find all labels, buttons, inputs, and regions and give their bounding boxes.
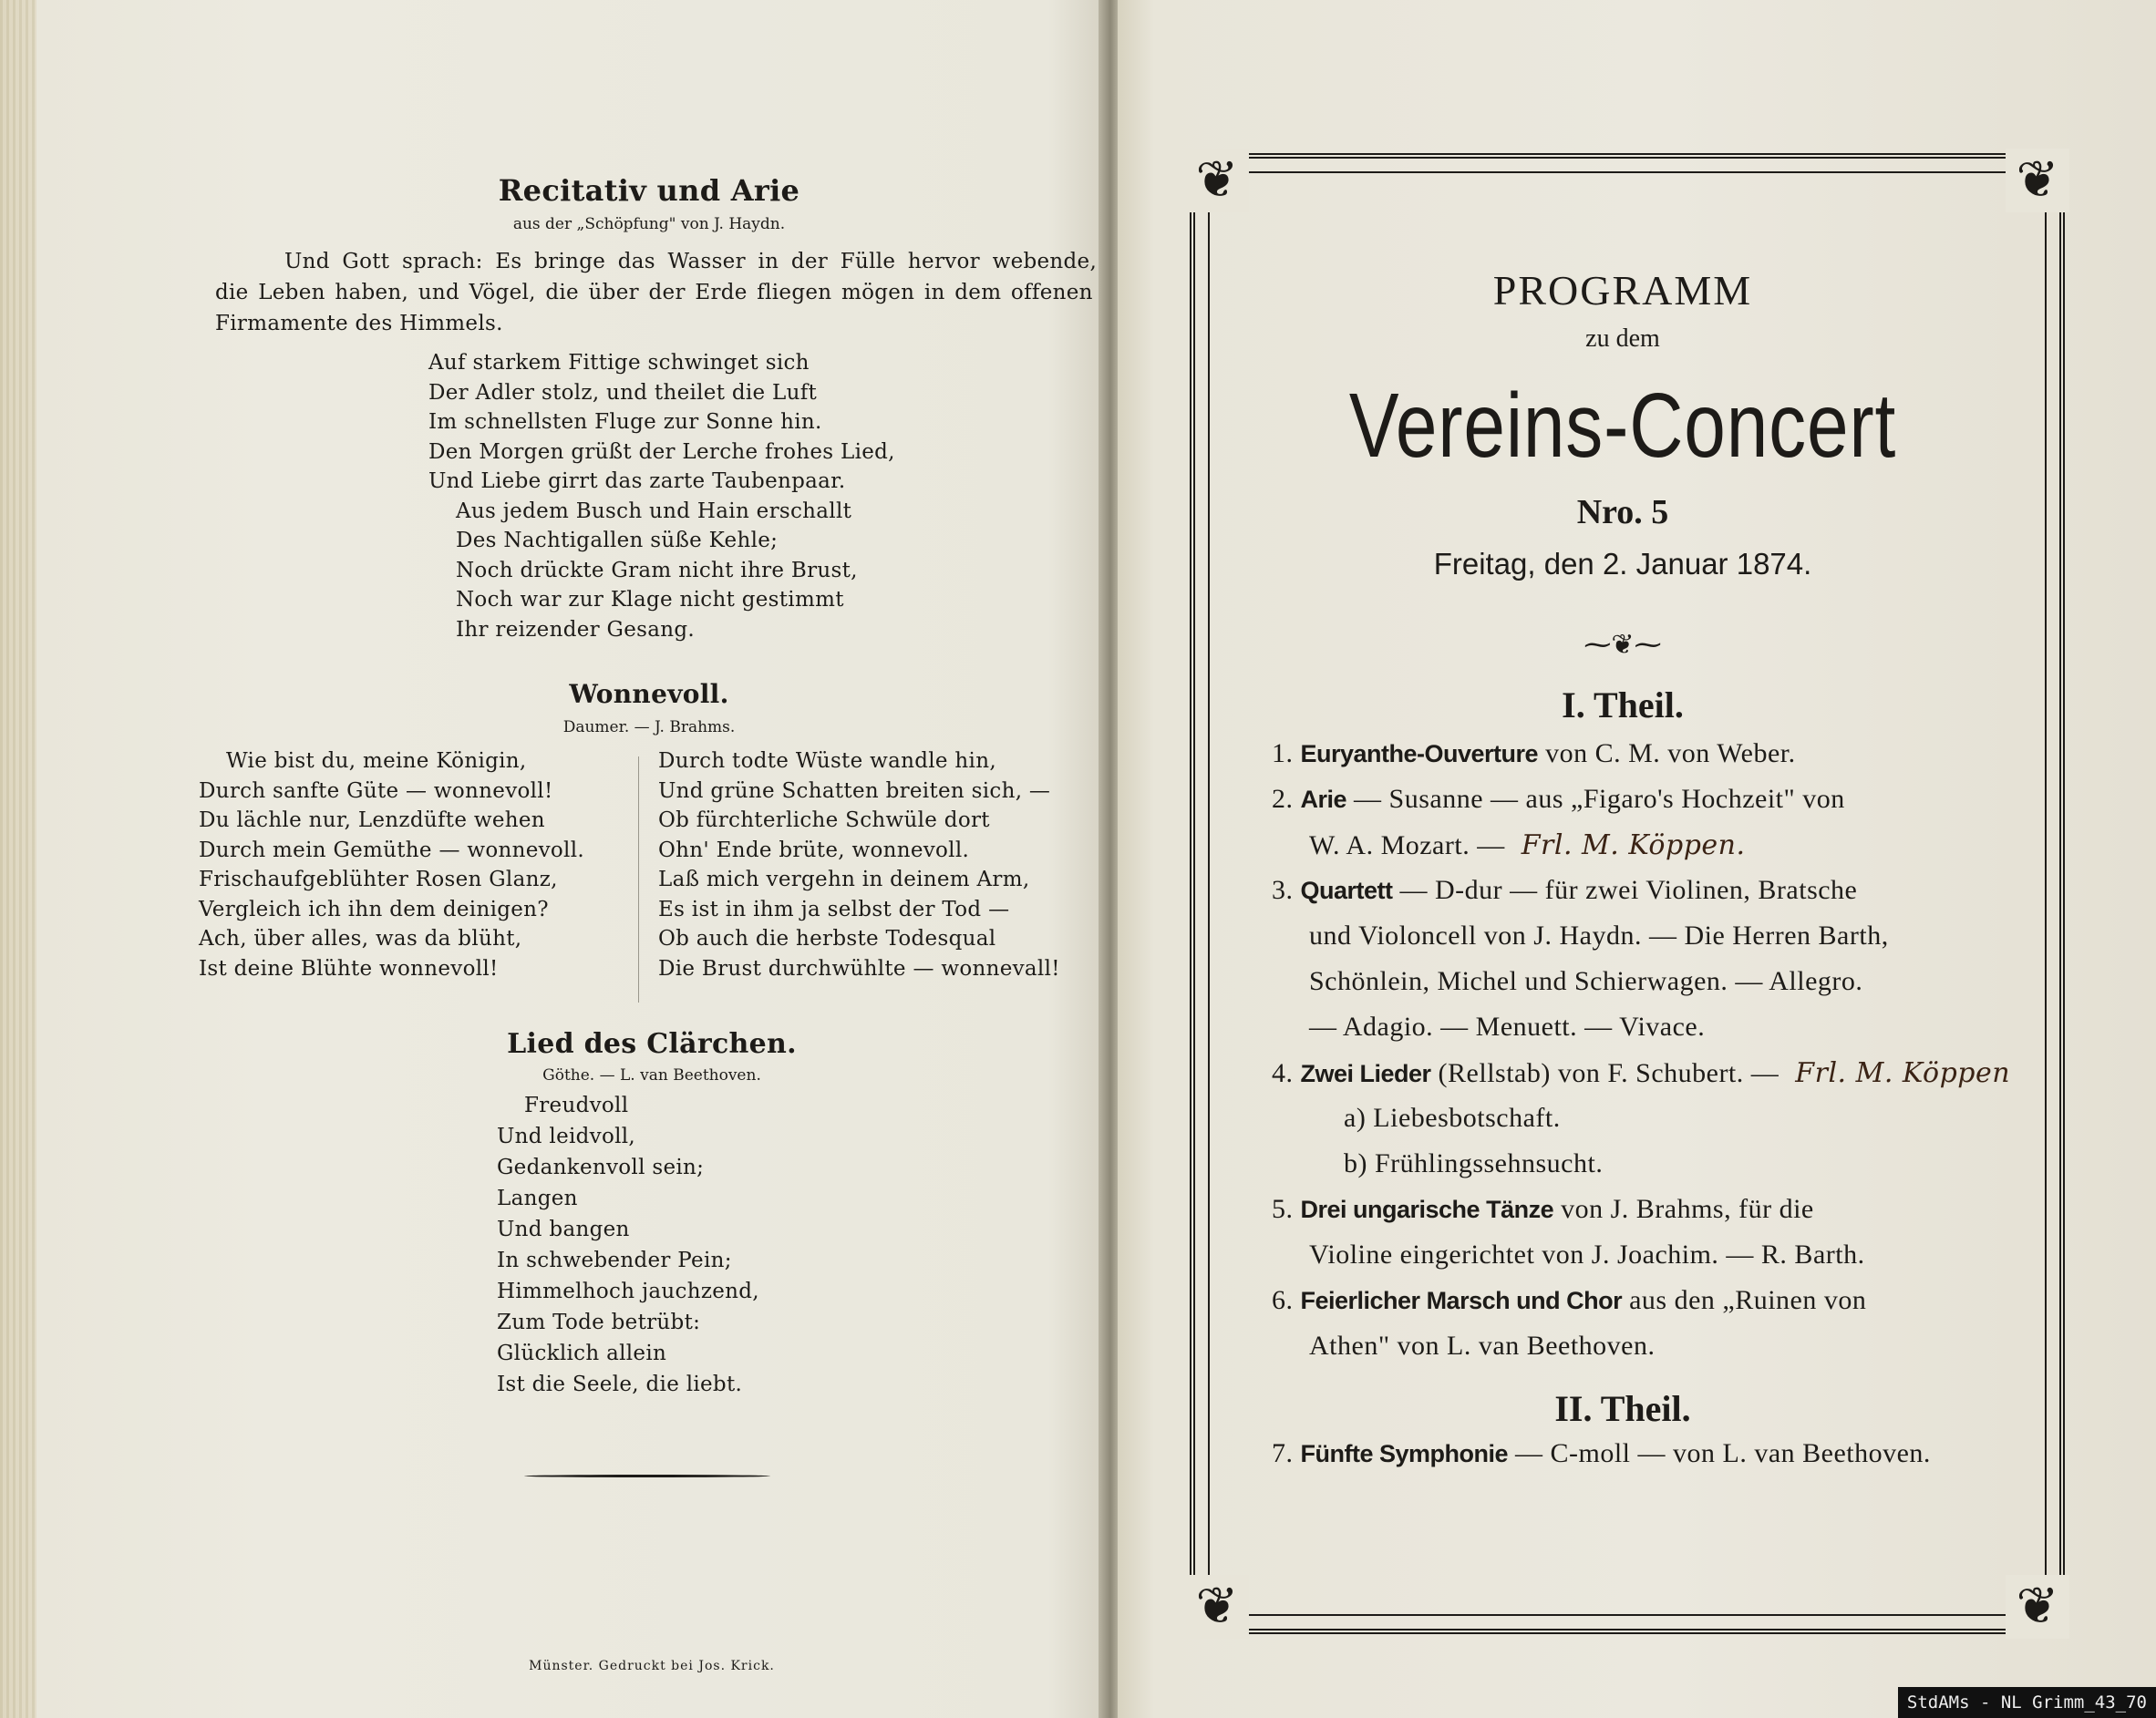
recitativ-title: Recitativ und Arie [498, 173, 800, 208]
item-text: von J. Brahms, für die [1553, 1194, 1814, 1224]
verse-line: Den Morgen grüßt der Lerche frohes Lied, [428, 439, 895, 464]
item-text: — D-dur — für zwei Violinen, Bratsche [1392, 875, 1858, 905]
program-item [1272, 875, 1857, 906]
item-text: von C. M. von Weber. [1538, 738, 1796, 768]
verse-line: Langen [497, 1187, 578, 1210]
verse-line: Ob auch die herbste Todesqual [658, 927, 996, 951]
verse-line: Und bangen [497, 1218, 630, 1241]
item-title: Fünfte Symphonie [1300, 1440, 1508, 1467]
verse-line: Laß mich vergehn in deinem Arm, [658, 868, 1030, 891]
item-number: 1. [1272, 738, 1294, 768]
prose-line: Und Gott sprach: Es bringe das Wasser in der Fülle hervor webende, [284, 250, 1098, 273]
verse-line: Des Nachtigallen süße Kehle; [456, 529, 779, 552]
verse-line: Im schnellsten Fluge zur Sonne hin. [428, 410, 822, 434]
item-number: 5. [1272, 1194, 1294, 1224]
page-edges [0, 0, 36, 1718]
corner-ornament-icon: ❦ [2006, 149, 2069, 212]
item-text: — Susanne — aus „Figaro's Hochzeit" von [1346, 784, 1845, 814]
item-text: Athen" von L. van Beethoven. [1309, 1331, 1656, 1361]
program-item [1272, 1285, 1866, 1316]
printer-line: Münster. Gedruckt bei Jos. Krick. [529, 1659, 775, 1673]
verse-line: Himmelhoch jauchzend, [497, 1280, 759, 1303]
recitativ-subtitle: aus der „Schöpfung" von J. Haydn. [512, 215, 786, 233]
program-item [1309, 1012, 1705, 1043]
item-title: Arie [1300, 786, 1347, 813]
item-text: aus den „Ruinen von [1622, 1285, 1867, 1315]
verse-line: Die Brust durchwühlte — wonnevall! [658, 956, 1060, 981]
verse-line: Es ist in ihm ja selbst der Tod — [658, 897, 1010, 921]
verse-line: Durch todte Wüste wandle hin, [658, 749, 996, 773]
handwritten-note: Frl. M. Köppen. [1521, 829, 1746, 861]
verse-line: In schwebender Pein; [497, 1249, 732, 1272]
prose-line: Firmamente des Himmels. [215, 312, 503, 335]
verse-line: Gedankenvoll sein; [497, 1156, 705, 1179]
item-text: W. A. Mozart. — [1309, 830, 1505, 860]
divider-ornament-icon: ⁓❦⁓ [1583, 629, 1662, 661]
wonnevoll-title: Wonnevoll. [569, 679, 729, 709]
item-text: Violine eingerichtet von J. Joachim. — R. Barth. [1309, 1240, 1865, 1270]
program-item [1344, 1148, 1603, 1179]
prose-line: die Leben haben, und Vögel, die über der Erde fliegen mögen in dem offenen [215, 281, 1093, 304]
item-number: 2. [1272, 784, 1294, 814]
part-1-heading: I. Theil. [1562, 684, 1684, 725]
concert-date: Freitag, den 2. Januar 1874. [1433, 547, 1812, 581]
program-item [1272, 1194, 1814, 1225]
verse-line: Vergleich ich ihn dem deinigen? [199, 897, 549, 921]
verse-line: Ist deine Blühte wonnevoll! [199, 956, 499, 981]
archive-label: StdAMs - NL Grimm_43_70 [1898, 1687, 2156, 1718]
item-number: 7. [1272, 1438, 1294, 1468]
verse-line: Ihr reizender Gesang. [456, 617, 695, 642]
wonnevoll-subtitle: Daumer. — J. Brahms. [562, 718, 736, 736]
item-text: (Rellstab) von F. Schubert. — [1430, 1058, 1779, 1088]
item-number: 4. [1272, 1058, 1294, 1088]
program-item [1309, 966, 1862, 997]
item-number: 3. [1272, 875, 1294, 905]
item-text: — Adagio. — Menuett. — Vivace. [1309, 1012, 1706, 1042]
verse-line: Durch sanfte Güte — wonnevoll! [199, 778, 553, 803]
item-title: Zwei Lieder [1300, 1060, 1431, 1087]
verse-line: Wie bist du, meine Königin, [226, 749, 527, 773]
verse-line: Frischaufgeblühter Rosen Glanz, [199, 868, 558, 891]
verse-line: Und Liebe girrt das zarte Taubenpaar. [428, 469, 846, 493]
verse-line: Zum Tode betrübt: [497, 1311, 701, 1334]
program-item [1272, 784, 1845, 815]
program-item [1309, 921, 1889, 952]
concert-number: Nro. 5 [1576, 493, 1669, 531]
verse-line: Ist die Seele, die liebt. [497, 1373, 743, 1396]
verse-line: Ob fürchterliche Schwüle dort [658, 808, 990, 832]
part-2-heading: II. Theil. [1554, 1388, 1691, 1429]
claerchen-subtitle: Göthe. — L. van Beethoven. [542, 1066, 761, 1085]
corner-ornament-icon: ❦ [1185, 149, 1249, 212]
item-text: und Violoncell von J. Haydn. — Die Herren Barth, [1309, 921, 1889, 951]
corner-ornament-icon: ❦ [1185, 1575, 1249, 1639]
program-item [1309, 1240, 1865, 1270]
verse-line: Du lächle nur, Lenzdüfte wehen [199, 808, 545, 832]
item-title: Euryanthe-Ouverture [1300, 740, 1539, 767]
program-item [1309, 1331, 1656, 1362]
concert-title: Vereins-Concert [1348, 375, 1897, 477]
program-item [1272, 1438, 1931, 1469]
program-item [1272, 738, 1796, 769]
program-item [1272, 1057, 2010, 1089]
program-title: PROGRAMM [1492, 267, 1753, 314]
item-text: — C-moll — von L. van Beethoven. [1508, 1438, 1931, 1468]
handwritten-note: Frl. M. Köppen [1795, 1057, 2011, 1089]
item-text: a) Liebesbotschaft. [1344, 1103, 1561, 1133]
verse-line: Und leidvoll, [497, 1125, 636, 1148]
item-number: 6. [1272, 1285, 1294, 1315]
verse-line: Und grüne Schatten breiten sich, — [658, 778, 1051, 803]
item-text: Schönlein, Michel und Schierwagen. — Allegro. [1309, 966, 1863, 996]
verse-line: Auf starkem Fittige schwinget sich [428, 351, 810, 375]
verse-line: Noch war zur Klage nicht gestimmt [456, 588, 844, 612]
zu-dem: zu dem [1585, 324, 1660, 353]
item-title: Quartett [1300, 877, 1393, 904]
verse-line: Freudvoll [524, 1094, 629, 1117]
verse-line: Der Adler stolz, und theilet die Luft [428, 380, 818, 405]
ornamental-rule [524, 1475, 770, 1477]
program-item [1344, 1103, 1561, 1134]
verse-line: Ohn' Ende brüte, wonnevoll. [658, 838, 970, 862]
program-item [1309, 829, 1746, 861]
item-text: b) Frühlingssehnsucht. [1344, 1148, 1604, 1178]
column-divider [638, 756, 639, 1003]
verse-line: Aus jedem Busch und Hain erschallt [456, 499, 852, 523]
claerchen-title: Lied des Clärchen. [507, 1028, 797, 1060]
verse-line: Durch mein Gemüthe — wonnevoll. [199, 838, 584, 862]
item-title: Drei ungarische Tänze [1300, 1196, 1554, 1223]
verse-line: Glücklich allein [497, 1342, 667, 1365]
verse-line: Ach, über alles, was da blüht, [199, 927, 522, 951]
verse-line: Noch drückte Gram nicht ihre Brust, [456, 558, 858, 582]
item-title: Feierlicher Marsch und Chor [1300, 1287, 1623, 1314]
corner-ornament-icon: ❦ [2006, 1575, 2069, 1639]
